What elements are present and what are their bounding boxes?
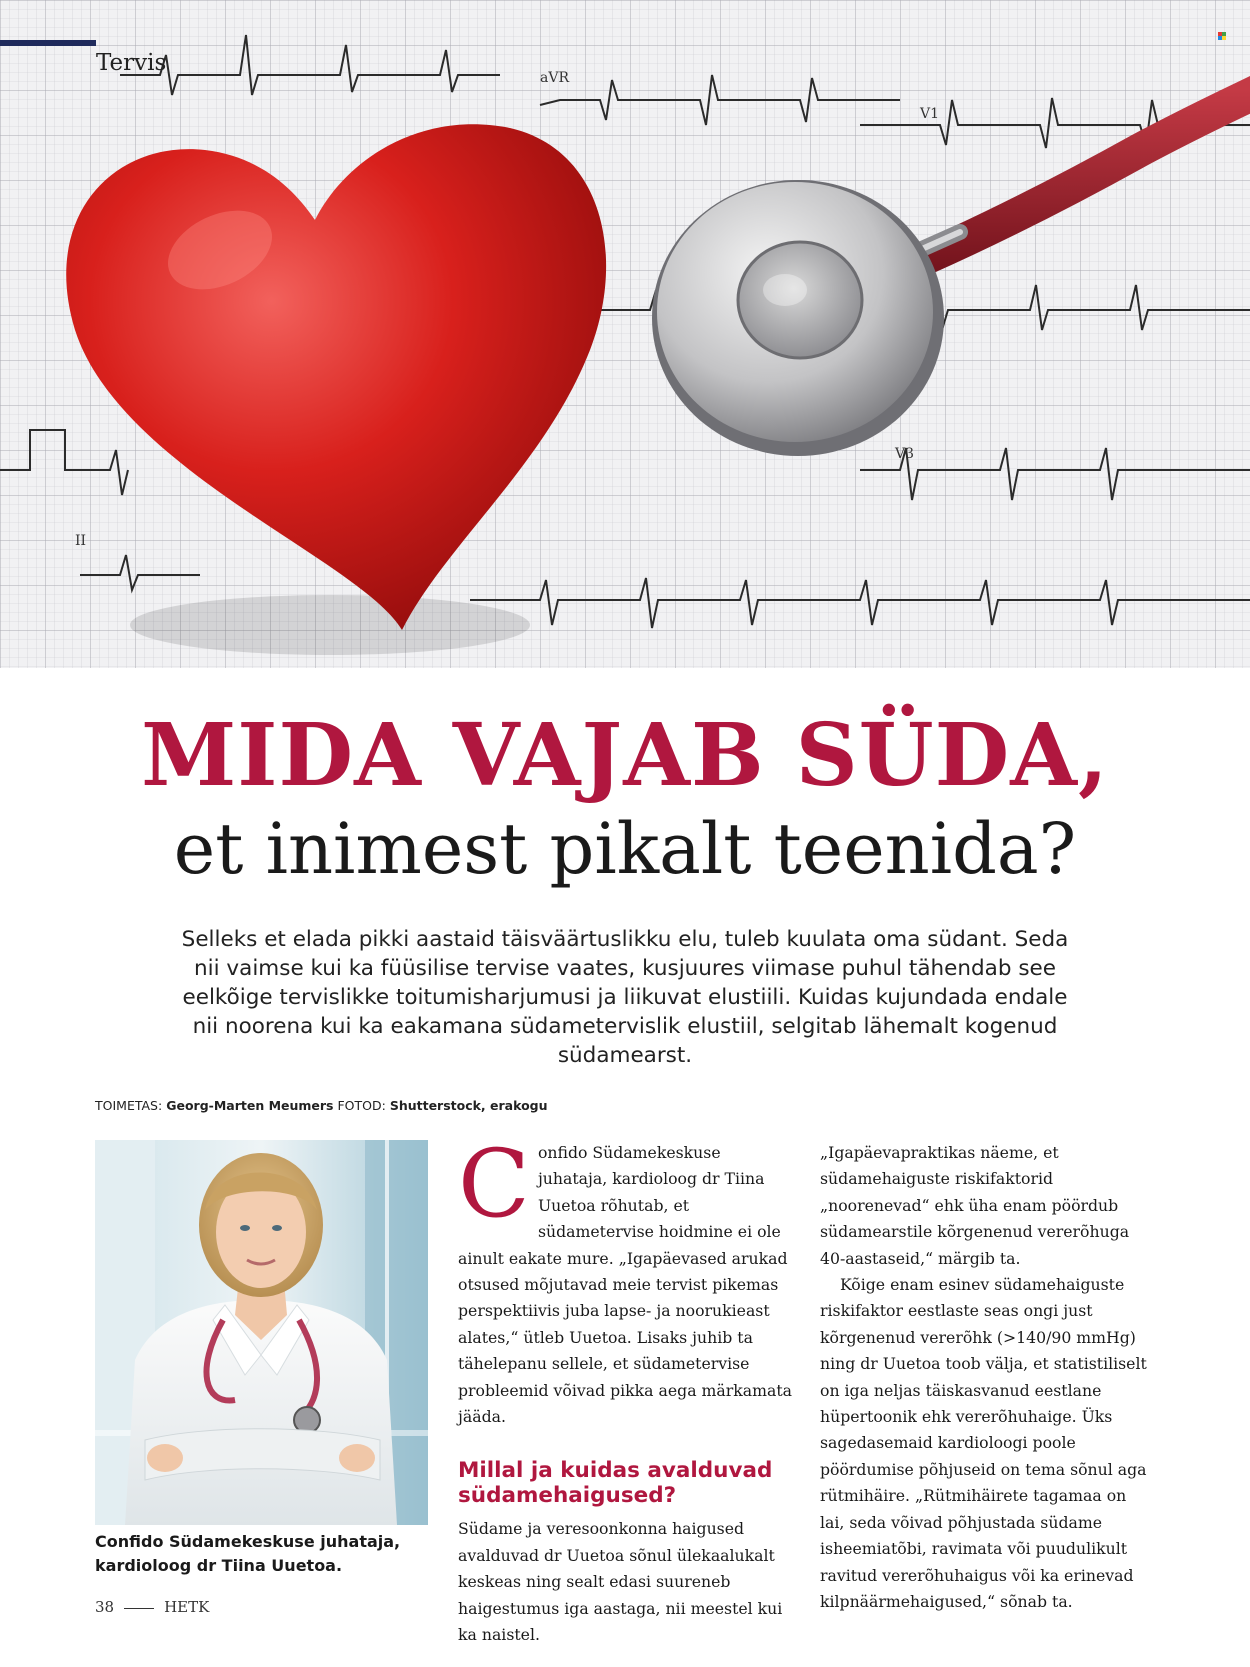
doctor-portrait (95, 1140, 428, 1525)
magazine-name: HETK (164, 1598, 210, 1616)
photo-credit: Shutterstock, erakogu (389, 1098, 548, 1113)
section-label: Tervis (96, 50, 167, 76)
hero-image (0, 0, 1250, 668)
body-paragraph: Südame ja veresoonkonna haigused avalduvad dr Uuetoa sõnul ülekaalukalt keskeas ning sealt edasi suureneb haigestumus iga aastaga, nii meestel kui ka naistel. (458, 1519, 783, 1645)
credits (95, 1098, 548, 1113)
quote-paragraph: „Igapäevapraktikas näeme, et südamehaiguste riskifaktorid „noorenevad“ ehk üha enam pöördub südamearstile kõrgenenud vererõhuga 40-aastaseid,“ märgib ta. (820, 1143, 1130, 1268)
article-column-1 (458, 1130, 793, 1649)
intro-text: onfido Südamekeskuse juhataja, kardioloog dr Tiina Uuetoa rõhutab, et südametervise hoidmine ei ole ainult eakate mure. „Igapäevased arukad otsused mõjutavad meie tervist pikemas perspektiivis juba lapse- ja noorukieast alates,“ ütleb Uuetoa. Lisaks juhib ta tähelepanu sellele, et südametervise probleemid võivad pikka aega märkamata jääda. (458, 1143, 793, 1427)
drop-cap: C (458, 1130, 530, 1239)
ecg-label-avr: aVR (540, 70, 569, 86)
photo-caption: Confido Südamekeskuse juhataja, kardioloog dr Tiina Uuetoa. (95, 1532, 401, 1575)
ecg-label-ii: II (75, 533, 87, 549)
risk-factor-paragraph: Kõige enam esinev südamehaiguste riskifaktor eestlaste seas ongi just kõrgenenud vererõhk (>140/90 mmHg) ning dr Uuetoa toob välja, et statistiliselt on iga neljas täiskasvanud eestlane hüpertoonik ehk vererõhuhaige. Üks sagedasemaid kardioloogi poole pöördumise põhjuseid on tema sõnul aga rütmihäire. „Rütmihäirete tagamaa on lai, seda võivad põhjustada südame isheemiatõbi, ravimata või puudulikult ravitud vererõhuhaigus või ka erinevad kilpnäärmehaigused,“ sõnab ta. (820, 1275, 1147, 1611)
intro-paragraph (458, 1130, 793, 1430)
ecg-label-v1: V1 (920, 106, 940, 122)
article-title: MIDA VAJAB SÜDA, (141, 705, 1109, 806)
editor-name: Georg-Marten Meumers (166, 1098, 334, 1113)
article-lead: Selleks et elada pikki aastaid täisväärtuslikku elu, tuleb kuulata oma südant. Seda nii vaimse kui ka füüsilise tervise vaates, kusjuures viimase puhul tähendab see eelkõige tervislikke toitumisharjumusi ja liikuvat elustiili. Kuidas kujundada endale nii noorena kui ka eakamana südametervislik elustiil, selgitab lähemalt kogenud südamearst. (181, 927, 1069, 1068)
top-accent-bar (0, 40, 96, 46)
page-footer (95, 1598, 209, 1616)
ecg-label-v3: V3 (895, 446, 915, 462)
editor-label: TOIMETAS: (95, 1098, 163, 1113)
article-subtitle: et inimest pikalt teenida? (173, 808, 1077, 890)
section-subheading: Millal ja kuidas avalduvad südamehaigused? (458, 1458, 773, 1509)
corner-mark-icon (1218, 32, 1226, 40)
article-column-2 (820, 1140, 1155, 1615)
footer-divider (124, 1608, 154, 1609)
page-number: 38 (95, 1598, 115, 1616)
photo-label: FOTOD: (337, 1098, 386, 1113)
